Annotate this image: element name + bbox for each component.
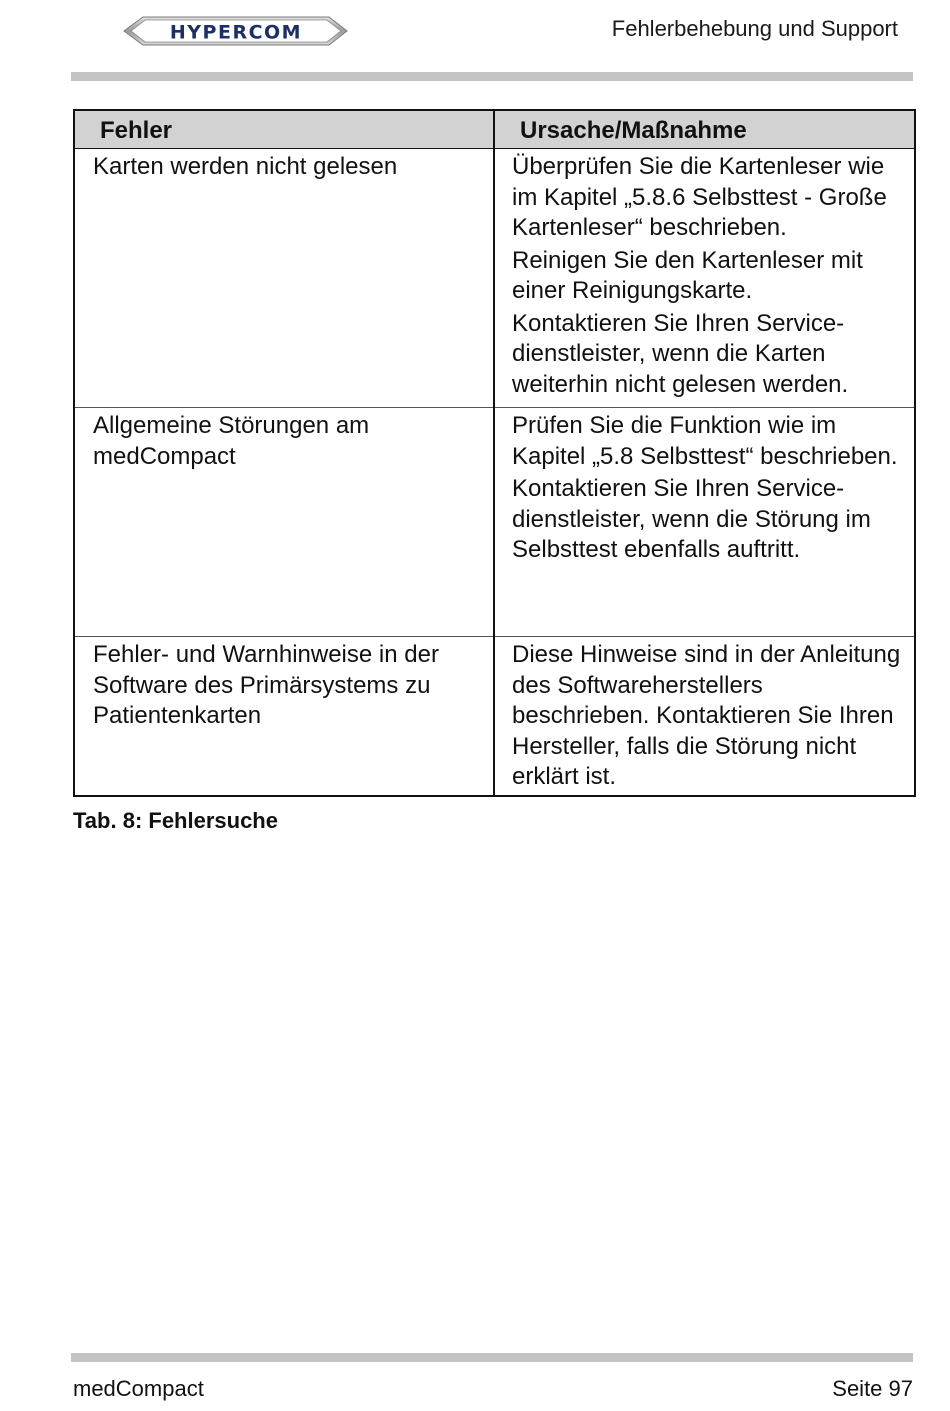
table-row — [74, 149, 915, 408]
massnahme-paragraph: Kontaktieren Sie Ihren Service-dienstleister, wenn die Störung im Selbsttest ebenfalls auftritt. — [512, 475, 871, 563]
table-row — [74, 408, 915, 637]
troubleshooting-table — [73, 109, 916, 797]
footer-product-name: medCompact — [73, 1376, 204, 1401]
table-caption: Tab. 8: Fehlersuche — [73, 808, 278, 833]
table-header-row — [74, 110, 915, 149]
massnahme-paragraph: Prüfen Sie die Funktion wie im Kapitel „5.8 Selbsttest“ beschrieben. — [512, 412, 898, 470]
fehler-cell: Allgemeine Störungen am medCompact — [74, 408, 494, 637]
table-row — [74, 637, 915, 797]
footer-page-number: Seite 97 — [832, 1376, 913, 1401]
page-header-title: Fehlerbehebung und Support — [611, 16, 898, 41]
header-divider — [71, 72, 913, 81]
footer-divider — [71, 1353, 913, 1362]
massnahme-cell — [494, 408, 915, 637]
massnahme-cell — [494, 149, 915, 408]
logo-text: HYPERCOM — [169, 21, 303, 44]
massnahme-paragraph: Reinigen Sie den Kartenleser mit einer Reinigungskarte. — [512, 246, 863, 304]
massnahme-paragraph: Kontaktieren Sie Ihren Service-dienstleister, wenn die Karten weiterhin nicht gelesen werden. — [512, 309, 849, 398]
fehler-cell: Karten werden nicht gelesen — [74, 149, 494, 408]
fehler-cell: Fehler- und Warnhinweise in der Software des Primärsystems zu Patientenkarten — [74, 637, 494, 797]
column-header-massnahme: Ursache/Maßnahme — [494, 110, 915, 149]
massnahme-cell — [494, 637, 915, 797]
column-header-fehler: Fehler — [74, 110, 494, 149]
massnahme-paragraph: Überprüfen Sie die Kartenleser wie im Kapitel „5.8.6 Selbsttest - Große Kartenleser“ beschrieben. — [512, 153, 887, 241]
massnahme-paragraph: Diese Hinweise sind in der Anleitung des Softwareherstellers beschrieben. Kontaktieren Sie Ihren Hersteller, falls die Störung nicht erklärt ist. — [512, 641, 901, 790]
hypercom-logo — [121, 13, 349, 49]
